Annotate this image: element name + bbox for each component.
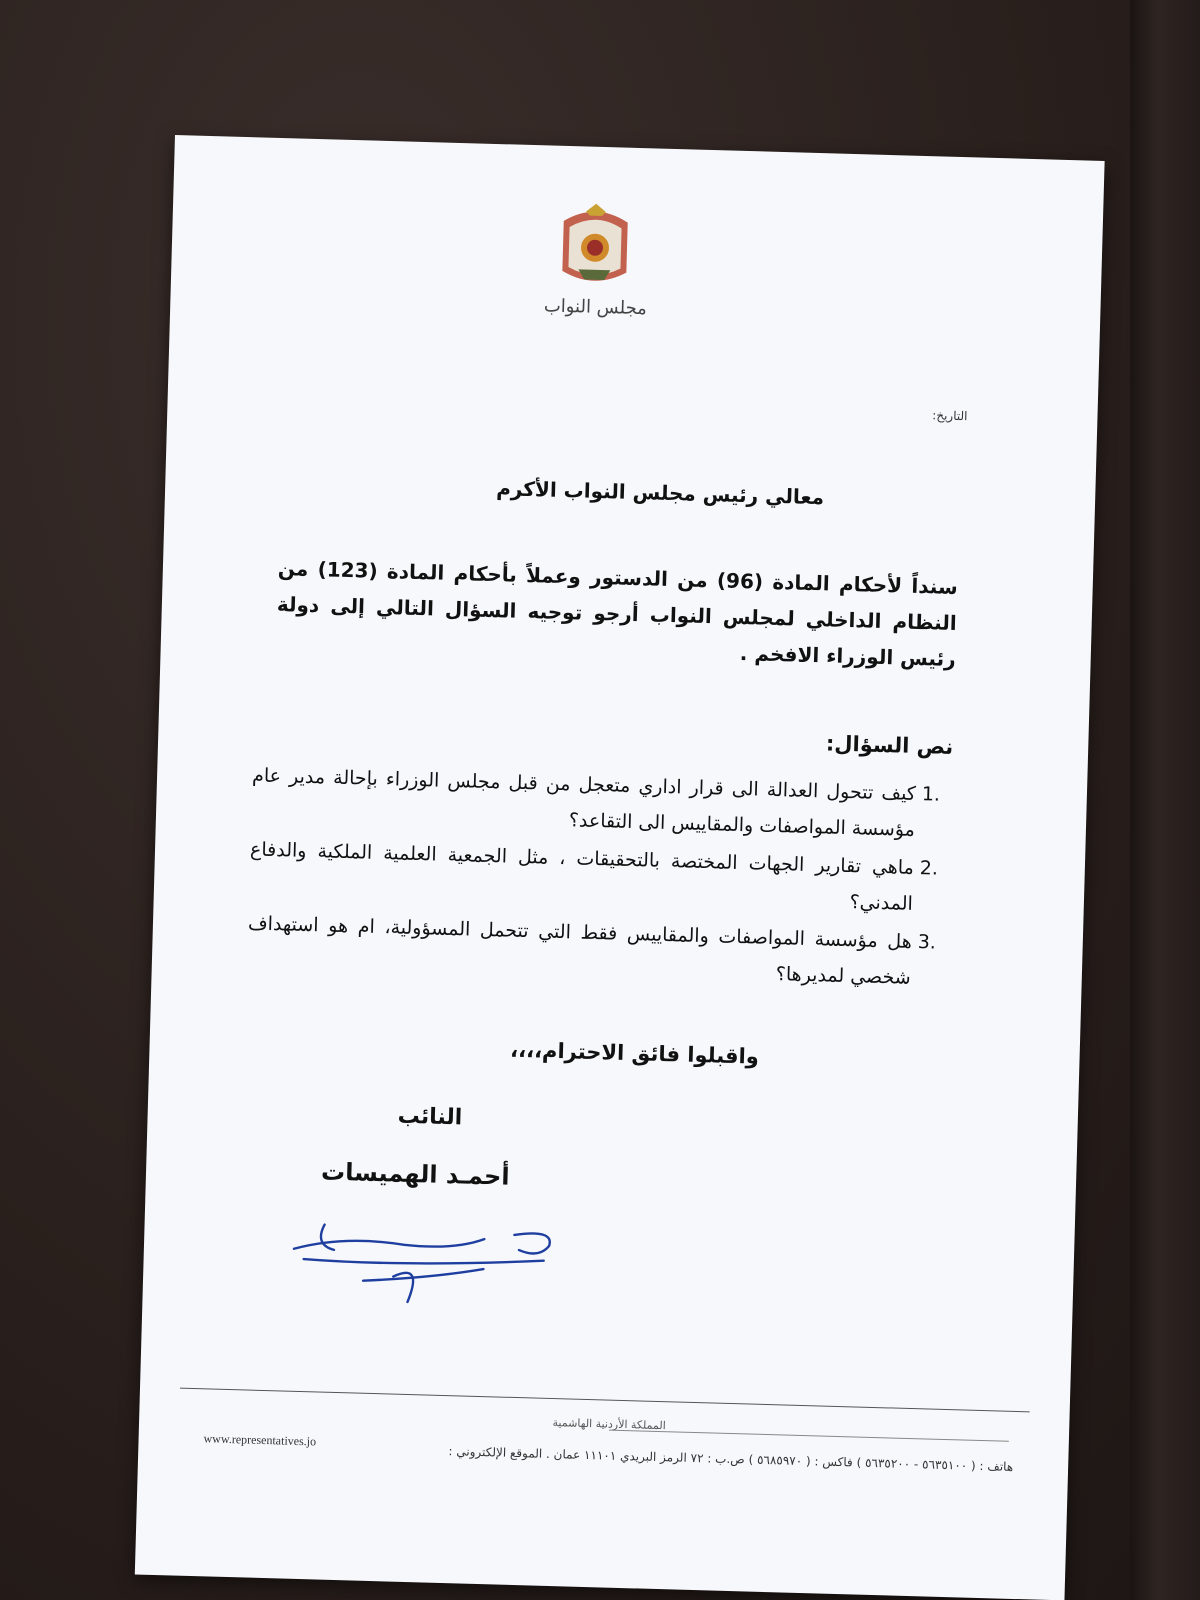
footer-website: www.representatives.jo xyxy=(203,1431,317,1449)
question-number: 1. xyxy=(921,783,941,806)
folder-edge xyxy=(1130,0,1200,1600)
footer-divider xyxy=(180,1388,1030,1413)
handwritten-signature xyxy=(282,1203,585,1321)
footer-divider-secondary xyxy=(609,1430,1009,1442)
footer-contact: هاتف : ( ٥٦٣٥١٠٠ - ٥٦٣٥٢٠٠ ) فاكس : ( ٥٦٨٥٩٧٠ ) ص.ب : ٧٢ الرمز البريدي ١١١٠١ عمان . الموقع الإلكتروني : xyxy=(448,1444,1014,1474)
closing-line: واقبلوا فائق الاحترام،،،، xyxy=(509,1037,760,1069)
jordan-coat-of-arms-icon xyxy=(554,201,636,293)
question-text: هل مؤسسة المواصفات والمقاييس فقط التي تتحمل المسؤولية، ام هو استهداف شخصي لمديرها؟ xyxy=(247,912,913,989)
footer-kingdom: المملكة الأردنية الهاشمية xyxy=(552,1416,666,1433)
question-heading: نص السؤال: xyxy=(825,731,954,759)
question-text: كيف تتحول العدالة الى قرار اداري متعجل من قبل مجلس الوزراء بإحالة مدير عام مؤسسة المواصفات والمقاييس الى التقاعد؟ xyxy=(251,764,917,841)
date-label: التاريخ: xyxy=(932,408,968,424)
salutation: معالي رئيس مجلس النواب الأكرم xyxy=(495,476,825,510)
deputy-title: النائب xyxy=(397,1103,463,1131)
letter-page xyxy=(135,135,1105,1600)
question-text: ماهي تقارير الجهات المختصة بالتحقيقات ، مثل الجمعية العلمية الملكية والدفاع المدني؟ xyxy=(249,838,915,915)
question-number: 3. xyxy=(917,931,937,954)
body-paragraph: سنداً لأحكام المادة (96) من الدستور وعملاً بأحكام المادة (123) من النظام الداخلي لمجلس النواب أرجو توجيه السؤال التالي إلى دولة رئيس الوزراء الافخم . xyxy=(276,556,959,671)
deputy-name: أحمـد الهميسات xyxy=(320,1157,510,1191)
council-logo-text: مجلس النواب xyxy=(543,295,648,320)
question-list xyxy=(246,757,952,998)
question-number: 2. xyxy=(919,857,939,880)
